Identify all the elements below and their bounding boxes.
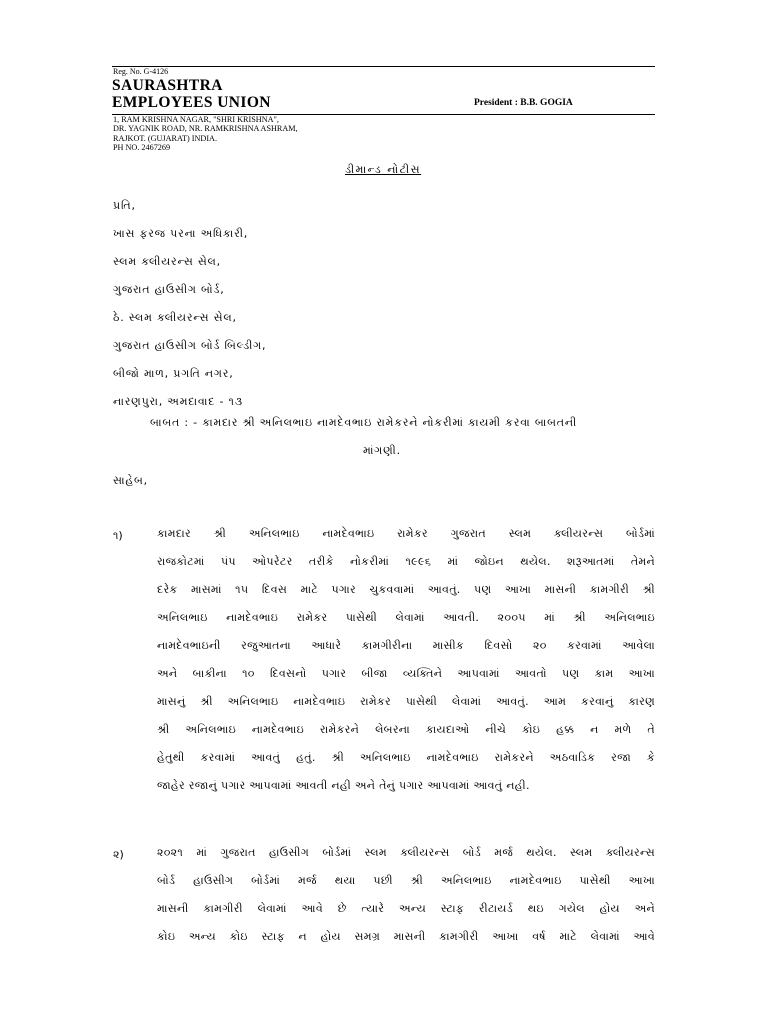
- recipient-line: ઠે. સ્લમ ક્લીયરન્સ સેલ,: [113, 311, 237, 324]
- salutation: સાહેબ,: [113, 474, 148, 487]
- recipient-line: બીજો માળ, પ્રગતિ નગર,: [113, 367, 234, 380]
- subject-line-continued: માંગણી.: [363, 444, 401, 457]
- recipient-line: ગુજરાત હાઉસીગ બોર્ડ,: [113, 283, 225, 296]
- paragraph-line: દરેક માસમાં ૧૫ દિવસ માટે પગાર ચુકવવામાં આવતું. પણ આખા માસની કામગીરી શ્રી: [157, 583, 655, 596]
- header-top-rule: [112, 66, 655, 67]
- president-name: President : B.B. GOGIA: [474, 98, 573, 108]
- paragraph-line: માસનું શ્રી અનિલભાઇ નામદેવભાઇ રામેકર પાસેથી લેવામાં આવતું. આમ કરવાનું કારણ: [157, 695, 655, 708]
- address-line: 1, RAM KRISHNA NAGAR, "SHRI KRISHNA",: [113, 115, 279, 124]
- org-name-line1: SAURASHTRA: [112, 77, 223, 94]
- org-name-line2: EMPLOYEES UNION: [112, 94, 271, 111]
- paragraph-line: કોઇ અન્ય કોઇ સ્ટાફ ન હોય સમગ્ર માસની કામગીરી આખા વર્ષ માટે લેવામાં આવે: [157, 930, 655, 943]
- recipient-line: નારણપુરા, અમદાવાદ - ૧૩: [113, 395, 243, 408]
- paragraph-line: માસની કામગીરી લેવામાં આવે છે ત્યારે અન્ય સ્ટાફ રીટાયર્ડ થઇ ગયેલ હોય અને: [157, 902, 655, 915]
- subject-line: બાબત : - કામદાર શ્રી અનિલભાઇ નામદેવભાઇ રામેકરને નોકરીમાં કાયમી કરવા બાબતની: [150, 416, 578, 429]
- paragraph-number: ૨): [113, 848, 124, 861]
- paragraph-line: અનિલભાઇ નામદેવભાઇ રામેકર પાસેથી લેવામાં આવતી. ૨૦૦૫ માં શ્રી અનિલભાઇ: [157, 611, 655, 624]
- paragraph-body: [157, 520, 655, 800]
- address-line: PH NO. 2467269: [113, 143, 171, 153]
- paragraph-line: હેતુથી કરવામાં આવતું હતું. શ્રી અનિલભાઇ નામદેવભાઇ રામેકરને અઠવાડિક રજા કે: [157, 751, 655, 764]
- paragraph-line: નામદેવભાઇની રજુઆતના આધારે કામગીરીના માસીક દિવસો ૨૦ કરવામાં આવેલા: [157, 639, 655, 652]
- paragraph-line: શ્રી અનિલભાઇ નામદેવભાઇ રામેકરને લેબરના કાયદાઓ નીચે કોઇ હક્ક ન મળે તે: [157, 723, 655, 736]
- address-line: DR. YAGNIK ROAD, NR. RAMKRISHNA ASHRAM,: [113, 124, 298, 134]
- paragraph-line: કામદાર શ્રી અનિલભાઇ નામદેવભાઇ રામેકર ગુજરાત સ્લમ ક્લીયરન્સ બોર્ડમાં: [157, 527, 655, 540]
- recipient-line: સ્લમ ક્લીયરન્સ સેલ,: [113, 255, 221, 268]
- registration-number: Reg. No. G-4126: [113, 67, 169, 76]
- paragraph-line: અને બાકીના ૧૦ દિવસનો પગાર બીજા વ્યક્તિને આપવામાં આવતો પણ કામ આખા: [157, 667, 655, 680]
- recipient-line: ખાસ ફરજ પરના અધિકારી,: [113, 227, 249, 240]
- address-block: [113, 115, 298, 153]
- address-line: RAJKOT. (GUJARAT) INDIA.: [113, 133, 218, 143]
- paragraph-line: ૨૦૨૧ માં ગુજરાત હાઉસીગ બોર્ડમાં સ્લમ ક્લીયરન્સ બોર્ડ મર્જ થયેલ. સ્લમ ક્લીયરન્સ: [157, 846, 655, 859]
- paragraph-line: બોર્ડ હાઉસીગ બોર્ડમાં મર્જ થયા પછી શ્રી અનિલભાઇ નામદેવભાઇ પાસેથી આખા: [157, 874, 655, 887]
- recipient-line: ગુજરાત હાઉસીગ બોર્ડ બિલ્ડીગ,: [113, 339, 267, 352]
- paragraph-body: [157, 839, 655, 951]
- recipient-line: પ્રતિ,: [113, 199, 136, 212]
- paragraph-number: ૧): [113, 529, 123, 542]
- paragraph-line: જાહેર રજાનું પગાર આપવામાં આવતી નહી અને તેનું પગાર આપવામાં આવતું નહી.: [157, 779, 530, 792]
- paragraph-line: રાજકોટમાં પંપ ઓપરેટર તરીકે નોકરીમાં ૧૯૯૬ માં જોઇન થયેલ. શરૂઆતમાં તેમને: [157, 555, 655, 568]
- document-title: ડીમાન્ડ નોટીસ: [345, 163, 422, 176]
